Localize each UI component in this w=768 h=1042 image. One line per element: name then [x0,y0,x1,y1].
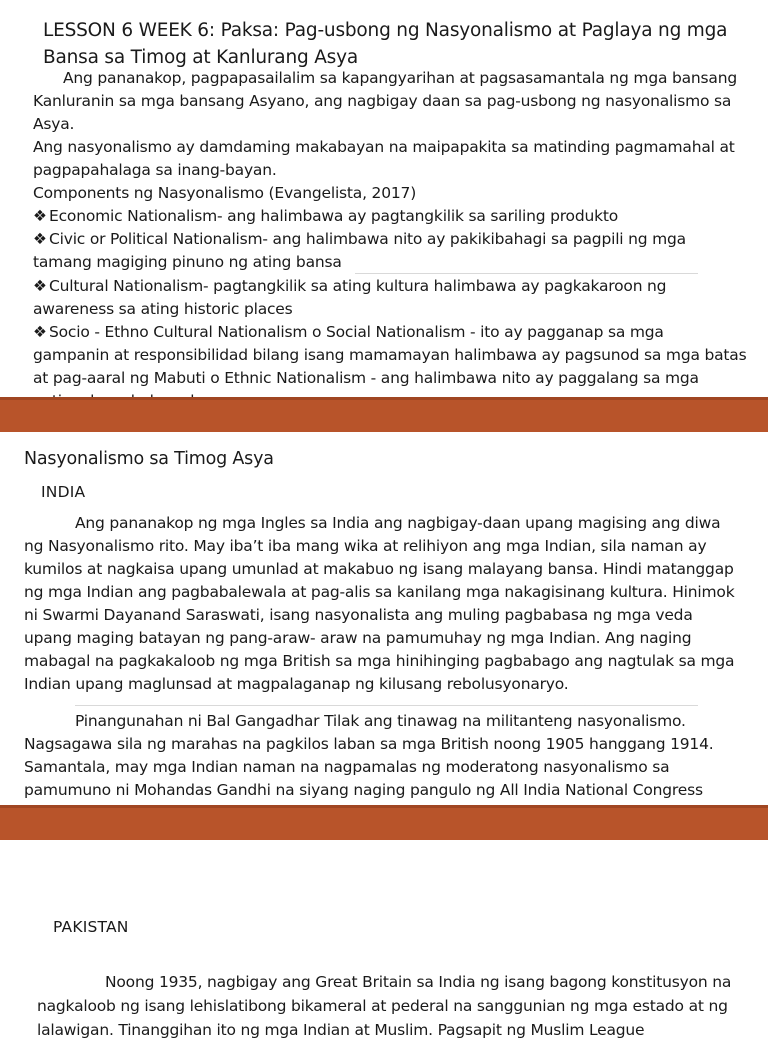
divider [355,273,698,274]
lesson-title-line2: Bansa sa Timog at Kanlurang Asya [43,47,358,68]
india-paragraph-line: mabagal na pagkakaloob ng mga British sa mga hinihinging pagbabago ang nagtulak sa mga [24,652,735,670]
india-paragraph-line: ni Swarmi Dayanand Saraswati, isang nasyonalista ang muling pagbabasa ng mga veda [24,606,693,624]
bullet-socio-cont: at pag-aaral ng Mabuti o Ethnic Nationalism - ang halimbawa nito ay paggalang sa mga [33,369,699,387]
bullet-cultural: ❖ Cultural Nationalism- pagtangkilik sa ating kultura halimbawa ay pagkakaroon ng [33,275,666,298]
definition-line: Ang nasyonalismo ay damdaming makabayan na maipapakita sa matinding pagmamahal at [33,138,735,156]
divider [75,705,698,706]
bullet-socio: ❖ Socio - Ethno Cultural Nationalism o Social Nationalism - ito ay pagganap sa mga [33,321,664,344]
definition-line: pagpapahalaga sa inang-bayan. [33,161,277,179]
section-heading: Nasyonalismo sa Timog Asya [24,449,274,469]
bullet-icon: ❖ [33,277,47,295]
bullet-icon: ❖ [33,207,47,225]
bullet-civic-cont: tamang magiging pinuno ng ating bansa [33,253,342,271]
components-heading: Components ng Nasyonalismo (Evangelista, 2017) [33,184,417,202]
india-paragraph-line: kumilos at nagkaisa upang umunlad at makabuo ng isang malayang bansa. Hindi matanggap [24,560,734,578]
bullet-economic: ❖ Economic Nationalism- ang halimbawa ay pagtangkilik sa sariling produkto [33,205,618,228]
india-paragraph2-line: pamumuno ni Mohandas Gandhi na siyang naging pangulo ng All India National Congress [24,781,703,799]
india-paragraph-line: ng mga Indian ang pagbabalewala at pag-alis sa kanilang mga nakagisinang kultura. Hinimok [24,583,735,601]
pakistan-paragraph-line: lalawigan. Tinanggihan ito ng mga Indian at Muslim. Pagsapit ng Muslim League [37,1021,645,1039]
bullet-civic: ❖ Civic or Political Nationalism- ang halimbawa nito ay pakikibahagi sa pagpili ng mga [33,228,686,251]
india-paragraph-line: Ang pananakop ng mga Ingles sa India ang nagbigay-daan upang magising ang diwa [75,514,721,532]
bullet-cultural-cont: awareness sa ating historic places [33,300,293,318]
india-paragraph-line: ng Nasyonalismo rito. May iba’t iba mang wika at relihiyon ang mga Indian, sila naman ay [24,537,707,555]
page-separator-band [0,397,768,432]
india-paragraph-line: Indian upang maglunsad at magpalaganap ng kilusang rebolusyonaryo. [24,675,569,693]
pakistan-label: PAKISTAN [53,918,129,936]
india-paragraph2-line: Samantala, may mga Indian naman na nagpamalas ng moderatong nasyonalismo sa [24,758,670,776]
lesson-title-line1: LESSON 6 WEEK 6: Paksa: Pag-usbong ng Nasyonalismo at Paglaya ng mga [43,20,728,41]
india-paragraph2-line: Pinangunahan ni Bal Gangadhar Tilak ang tinawag na militanteng nasyonalismo. [75,712,686,730]
intro-line: Asya. [33,115,75,133]
india-label: INDIA [41,483,86,501]
pakistan-paragraph-line: Noong 1935, nagbigay ang Great Britain sa India ng isang bagong konstitusyon na [105,973,732,991]
india-paragraph-line: upang maging batayan ng pang-araw- araw na pamumuhay ng mga Indian. Ang naging [24,629,692,647]
intro-line: Ang pananakop, pagpapasailalim sa kapangyarihan at pagsasamantala ng mga bansang [63,69,737,87]
pakistan-paragraph-line: nagkaloob ng isang lehislatibong bikameral at pederal na sanggunian ng mga estado at ng [37,997,728,1015]
page-separator-band [0,805,768,840]
bullet-socio-cont: gampanin at responsibilidad bilang isang mamamayan halimbawa ay pagsunod sa mga batas [33,346,747,364]
india-paragraph2-line: Nagsagawa sila ng marahas na pagkilos laban sa mga British noong 1905 hanggang 1914. [24,735,714,753]
intro-line: Kanluranin sa mga bansang Asyano, ang nagbigay daan sa pag-usbong ng nasyonalismo sa [33,92,732,110]
bullet-icon: ❖ [33,230,47,248]
bullet-icon: ❖ [33,323,47,341]
